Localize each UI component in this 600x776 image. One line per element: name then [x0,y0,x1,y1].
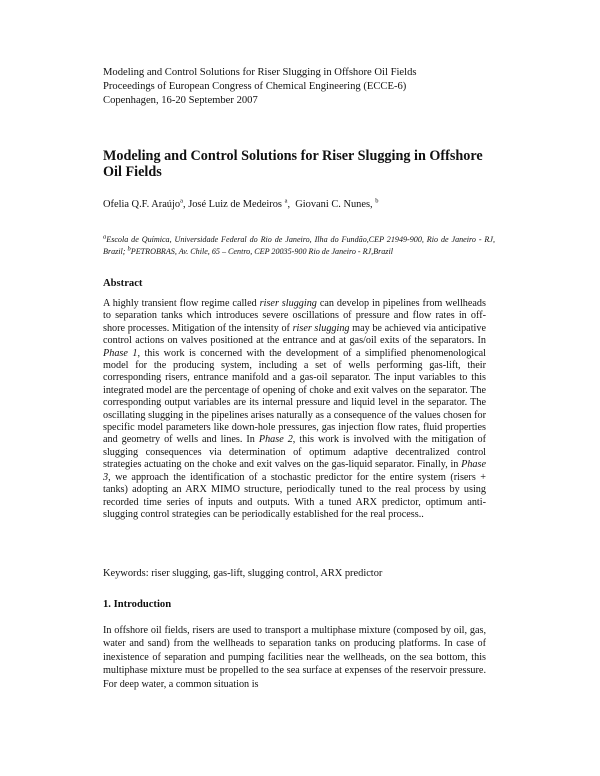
running-header [103,66,417,108]
abstract-text: A highly transient flow regime called [103,298,260,309]
affil-mark: b [127,244,131,252]
header-line-1: Modeling and Control Solutions for Riser Slugging in Offshore Oil Fields [103,67,417,78]
keywords: Keywords: riser slugging, gas-lift, slugging control, ARX predictor [103,568,383,579]
abstract-heading: Abstract [103,278,143,289]
affil-a: Escola de Química, Universidade Federal do Rio de Janeiro, Ilha do Fundão,CEP 21949-900, Rio de Janeiro - RJ, Brazil; [103,235,495,256]
author-list: Ofelia Q.F. Araújo$^a$, José Luiz de Medeiros $^a$, Giovani C. Nunes, $^b$ [103,197,379,210]
abstract-text: , this work is concerned with the development of a simplified phenomenological model for the producing system, including a set of wells performing gas-lift, their corresponding risers, entrance manifold and a gas-oil separator. The input variables to this integrated model are the percentage of opening of choke and exit valves on the separator. The corresponding output variables are its internal pressure and liquid level in the separator. The oscillating slugging in the pipelines arises naturally as a consequence of the values chosen for specific model parameters like down-hole pressures, gas injection flow rates, fluid properties and geometry of wells and lines. In [103,347,486,446]
abstract-emphasis: Phase 2 [258,434,293,446]
affil-mark: a [103,233,107,241]
abstract-text: , we approach the identification of a stochastic predictor for the entire system (risers + tanks) adopting an ARX MIMO structure, periodically tuned to the real process by using recorded time series of inputs and outputs. With a tuned ARX predictor, optimum anti-slugging control strategies can be periodically established for the real process.. [103,471,486,520]
header-line-2: Proceedings of European Congress of Chemical Engineering (ECCE-6) [103,81,407,92]
paper-title: Modeling and Control Solutions for Riser Slugging in Offshore Oil Fields [103,148,483,180]
author-name: Giovani C. Nunes, [295,199,373,210]
abstract-text: may be achieved via anticipative control actions on valves positioned at the entrance and at gas/oil exits of the separators. In [103,322,486,347]
abstract-text: can develop in pipelines from wellheads to separation tanks which introduces severe oscillations of pressure and flow rates in off-shore processes. Mitigation of the intensity of [103,298,486,334]
abstract-text: , this work is involved with the mitigation of slugging consequences via determination of optimum adaptive decentralized control strategies actuating on the choke and exit valves on the gas-liquid separator. Finally, in [103,434,487,471]
author-affil-mark: a [284,197,288,205]
section-heading-introduction: 1. Introduction [103,599,172,610]
author-name: José Luiz de Medeiros [188,199,282,210]
abstract-emphasis: riser slugging [292,322,350,334]
author-name: Ofelia Q.F. Araújo [103,199,181,210]
introduction-body: In offshore oil fields, risers are used to transport a multiphase mixture (composed by oil, gas, water and sand) from the wellheads to separation tanks on producing platforms. In case of inexistence of separation and pumping facilities near the wellheads, on the sea bottom, this multiphase mixture must be propelled to the sea surface at expenses of the reservoir pressure. For deep water, a common situation is [103,625,486,690]
affiliations [103,234,495,257]
author-affil-mark: b [375,197,379,205]
abstract-emphasis: riser slugging [259,298,317,309]
affil-b: PETROBRAS, Av. Chile, 65 – Centro, CEP 20035-900 Rio de Janeiro - RJ,Brazil [130,246,393,256]
author-affil-mark: a [180,197,183,205]
abstract-emphasis: Phase 3 [103,459,486,483]
abstract-body [103,298,486,521]
header-line-3: Copenhagen, 16-20 September 2007 [103,95,258,106]
abstract-emphasis: Phase 1 [103,347,138,359]
